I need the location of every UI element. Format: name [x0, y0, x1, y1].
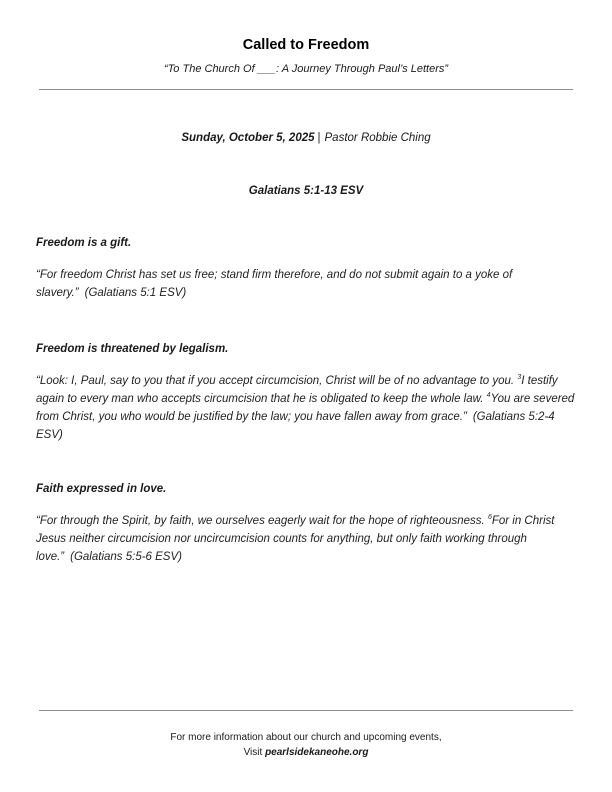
- footer-divider: [39, 710, 573, 711]
- quote-citation: (Galatians 5:2-4 ESV): [36, 411, 555, 441]
- sermon-point: [36, 343, 576, 444]
- verse-number: 3: [517, 374, 522, 381]
- sermon-point: [36, 237, 576, 302]
- verse-number: 6: [487, 514, 492, 521]
- verse-number: 4: [486, 392, 491, 399]
- scripture-quote: [36, 372, 576, 444]
- scripture-quote: [36, 266, 576, 302]
- service-separator: |: [317, 132, 321, 144]
- service-date: Sunday, October 5, 2025: [181, 132, 315, 144]
- footer: [0, 731, 612, 760]
- point-heading: Faith expressed in love.: [36, 483, 167, 495]
- series-subtitle: “To The Church Of ___: A Journey Through Paul’s Letters”: [163, 63, 449, 75]
- quote-text: I testify again to every man who accepts circumcision that he is obligated to keep the whole law.: [36, 375, 558, 405]
- service-info: [0, 132, 612, 144]
- quote-citation: (Galatians 5:1 ESV): [84, 287, 187, 299]
- header-divider: [39, 89, 573, 90]
- quote-text: “Look: I, Paul, say to you that if you accept circumcision, Christ will be of no advantage to you.: [36, 375, 518, 387]
- footer-visit-label: Visit: [243, 746, 263, 758]
- quote-text: “For freedom Christ has set us free; stand firm therefore, and do not submit again to a yoke of slavery.”: [36, 269, 513, 299]
- quote-citation: (Galatians 5:5-6 ESV): [70, 551, 182, 563]
- footer-info-text: For more information about our church and upcoming events,: [170, 732, 442, 743]
- footer-visit-line: [0, 746, 612, 761]
- scripture-reference: Galatians 5:1-13 ESV: [248, 185, 364, 197]
- sermon-point: [36, 483, 576, 566]
- quote-text: You are severed from Christ, you who would be justified by the law; you have fallen away from grace.”: [36, 393, 575, 423]
- point-heading: Freedom is a gift.: [36, 237, 132, 249]
- sermon-title: Called to Freedom: [242, 37, 370, 53]
- quote-text: “For through the Spirit, by faith, we ourselves eagerly wait for the hope of righteousness.: [36, 515, 488, 527]
- point-heading: Freedom is threatened by legalism.: [36, 343, 229, 355]
- scripture-quote: [36, 512, 576, 566]
- pastor-name: Pastor Robbie Ching: [324, 132, 431, 144]
- quote-text: For in Christ Jesus neither circumcision nor uncircumcision counts for anything, but only faith working through love.”: [36, 515, 555, 563]
- website-link[interactable]: pearlsidekaneohe.org: [265, 746, 369, 758]
